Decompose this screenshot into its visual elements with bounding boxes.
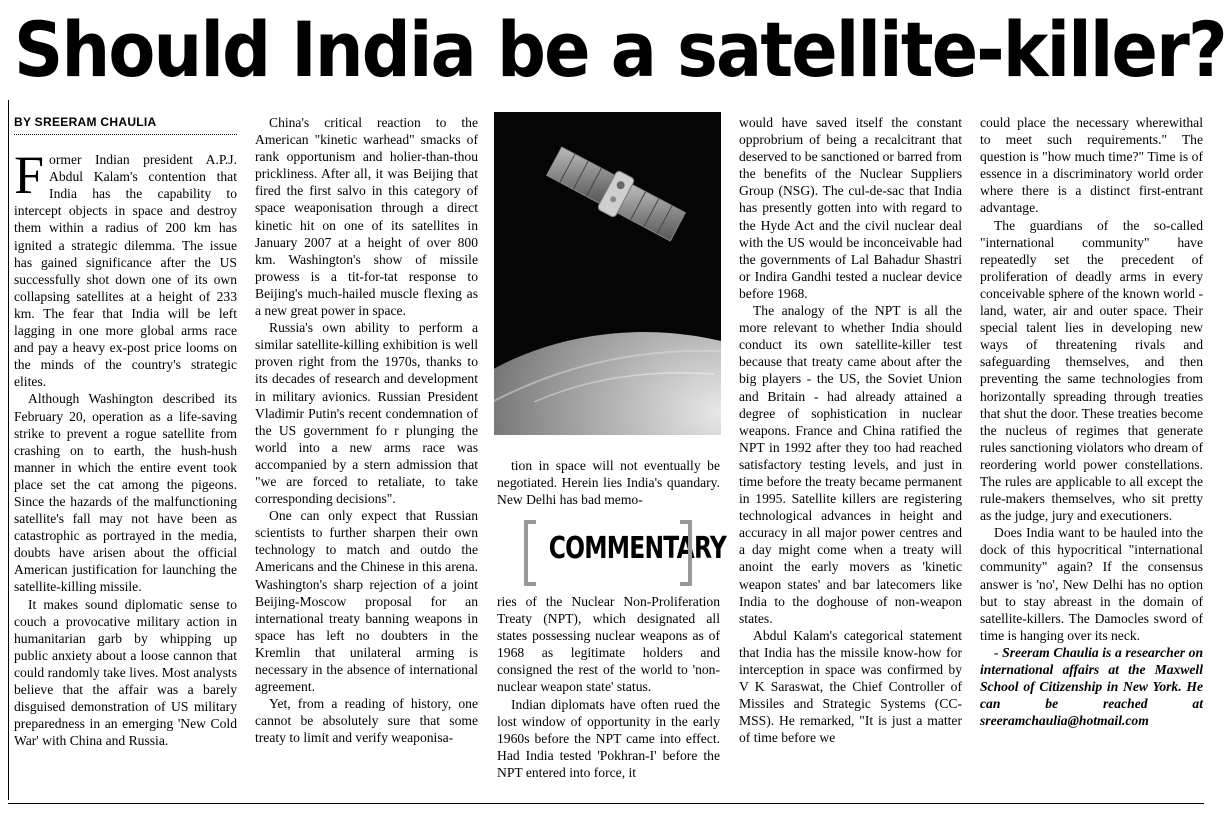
- col1-para-2: Although Washington described its February 20, operation as a life-saving strike to prevent a rogue satellite from crashing on to earth, the hush-hush manner in which the entire event took place set the cat among the pigeons. Since the hazards of the malfunctioning satellite's fall may not have been as catastrophic as portrayed in the media, doubts have arisen about the official American justification for launching the satellite-killing missile.: [14, 391, 237, 595]
- author-signature: - Sreeram Chaulia is a researcher on international affairs at the Maxwell School of Citizenship in New York. He can be reached at sreeramchaulia@hotmail.com: [980, 644, 1203, 729]
- col2-para-3: One can only expect that Russian scientists to further sharpen their own technology to match and outdo the Americans and the Chinese in this arena. Washington's sharp rejection of a joint Beijing-Moscow proposal for an international treaty banning weapons in space has left no doubters in the Kremlin that unilateral arming is necessary in the absence of international agreement.: [255, 508, 478, 695]
- col5-para-3: Does India want to be hauled into the dock of this hypocritical "international community" again? If the consensus answer is 'no', New Delhi has no option but to stay abreast in the domain of satellite-killers. The Damocles sword of time is hanging over its neck.: [980, 525, 1203, 643]
- col5-para-1: could place the necessary wherewithal to meet such requirements." The question is "how much time?" Time is of essence in a discriminatory world order where there is a distinct first-entrant advantage.: [980, 115, 1203, 216]
- col3-para-1: tion in space will not eventually be negotiated. Herein lies India's quandary. New Delhi has bad memo-: [497, 458, 720, 508]
- satellite-photo: [494, 112, 721, 435]
- col4-para-3: Abdul Kalam's categorical statement that India has the missile know-how for interception in space was confirmed by V K Saraswat, the Chief Controller of Missiles and Strategic Systems (CC-MSS). He remarked, "It is just a matter of time before we: [739, 627, 962, 746]
- byline: BY SREERAM CHAULIA: [14, 114, 237, 135]
- column-2: [255, 114, 478, 746]
- satellite-over-earth-icon: [494, 112, 721, 435]
- col1-para-3: It makes sound diplomatic sense to couch a provocative military action in humanitarian garb by whipping up public anxiety about a loose cannon that could randomly take lives. Most analysts believe that the affair was a barely disguised demonstration of US military preparedness in an emerging 'New Cold War' with China and Russia.: [14, 596, 237, 749]
- column-3-bottom: [497, 593, 720, 781]
- col2-para-2: Russia's own ability to perform a similar satellite-killing exhibition is well proven right from the 1970s, thanks to its decades of research and development in military avionics. Russian President Vladimir Putin's recent condemnation of the US government fo r plunging the world into a new arms race was accompanied by a stern admission that "we are forced to retaliate, to take corresponding decisions".: [255, 320, 478, 507]
- col5-para-2: The guardians of the so-called "international community" have repeatedly set the precedent of proliferation of deadly arms in every conceivable sphere of the known world - land, water, air and outer space. Their special talent lies in developing new ways of threatening rivals and safeguarding themselves, and then preventing the same technologies from horizontally spreading through treaties that shut the door. These treaties become the nucleus of regimes that generate rules sanctioning violators who dream of reordering world power constellations. The rules are applicable to all except the rule-makers themselves, who sit pretty as the judge, jury and executioners.: [980, 217, 1203, 524]
- headline: Should India be a satellite-killer?: [14, 5, 1226, 94]
- left-rule: [8, 100, 9, 800]
- col2-para-1: China's critical reaction to the American "kinetic warhead" smacks of rank opportunism and holier-than-thou prickliness. After all, it was Beijing that fired the first salvo in this category of space weaponisation through a direct kinetic hit on one of its satellites in January 2007 at a height of over 800 km. Washington's show of missile prowess is a tit-for-tat response to Beijing's much-hailed muscle flexing as a new great power in space.: [255, 115, 478, 319]
- left-bracket: [524, 520, 536, 586]
- col2-para-4: Yet, from a reading of history, one cannot be absolutely sure that some treaty to limit and verify weaponisa-: [255, 696, 478, 746]
- column-4: [739, 114, 962, 746]
- col3-para-2: ries of the Nuclear Non-Proliferation Treaty (NPT), which designated all states possessing nuclear weapons as of 1968 as legitimate holders and consigned the rest of the world to 'non-nuclear weapon state' status.: [497, 594, 720, 695]
- column-3-middle: [497, 457, 720, 508]
- col1-para-1-text: ormer Indian president A.P.J. Abdul Kalam's contention that India has the capability to intercept objects in space and destroy them within a radius of 200 km has ignited a strategic dilemma. The issue has gained significance after the US successfully shot down one of its own collapsing satellites at a height of 233 km. The fear that India will be left lagging in one more global arms race and pay a heavy ex-post price looms on the minds of the country's strategic elites.: [14, 152, 237, 390]
- column-1: [14, 114, 237, 749]
- col3-para-3: Indian diplomats have often rued the lost window of opportunity in the early 1960s before the NPT came into effect. Had India tested 'Pokhran-I' before the NPT entered into force, it: [497, 696, 720, 780]
- commentary-text: COMMENTARY: [548, 531, 727, 566]
- drop-cap: F: [14, 145, 45, 206]
- col4-para-1: would have saved itself the constant opprobrium of being a recalcitrant that deserved to be sanctioned or barred from the benefits of the Nuclear Suppliers Group (NSG). The cul-de-sac that India has presently gotten into with regard to the Hyde Act and the civil nuclear deal with the US would be inconceivable had the governments of Lal Bahadur Shastri or Indira Gandhi tested a nuclear device before 1968.: [739, 115, 962, 301]
- column-5: [980, 114, 1203, 729]
- commentary-label: [524, 520, 727, 578]
- bottom-rule: [8, 803, 1204, 804]
- col1-para-1: [14, 145, 237, 390]
- right-bracket: [680, 520, 692, 586]
- col4-para-2: The analogy of the NPT is all the more relevant to whether India should conduct its own satellite-killer test because that treaty came about after the big players - the US, the Soviet Union and Britain - had already attained a degree of sophistication in nuclear weapons. France and China ratified the NPT in 1992 after they too had reached satisfactory testing levels, and just in time before the treaty became permanent in 1995. Satellite killers are registering technological advances in height and accuracy in all major power centres and a day might come when a treaty will anoint the early movers as 'kinetic weapon states' and bar latecomers like India to the doghouse of non-weapon states.: [739, 303, 962, 626]
